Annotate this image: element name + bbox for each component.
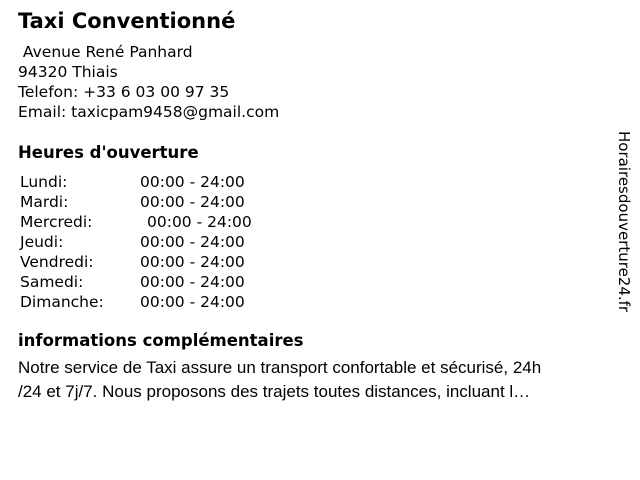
hours-row-wednesday [20,212,252,232]
opening-hours-heading: Heures d'ouverture [18,143,199,162]
opening-hours-table [20,172,252,312]
day-label: Dimanche: [20,293,104,311]
time-value: 00:00 - 24:00 [140,253,245,271]
time-value: 00:00 - 24:00 [140,273,245,291]
day-label: Vendredi: [20,253,94,271]
email-line: Email: taxicpam9458@gmail.com [18,103,280,121]
day-label: Jeudi: [20,233,64,251]
address-street-line: Avenue René Panhard [18,43,193,61]
hours-row-thursday [20,232,252,252]
hours-row-saturday [20,272,252,292]
hours-row-tuesday [20,192,252,212]
day-label: Mardi: [20,193,69,211]
additional-info-paragraph [18,356,636,404]
day-label: Samedi: [20,273,84,291]
site-watermark-vertical: Horairesdouverture24.fr [615,131,633,313]
time-value: 00:00 - 24:00 [140,233,245,251]
address-city-line: 94320 Thiais [18,63,118,81]
time-value: 00:00 - 24:00 [140,193,245,211]
day-label: Mercredi: [20,213,93,231]
day-label: Lundi: [20,173,68,191]
time-value: 00:00 - 24:00 [147,213,252,231]
additional-info-heading: informations complémentaires [18,331,304,350]
hours-row-friday [20,252,252,272]
info-paragraph-line: /24 et 7j/7. Nous proposons des trajets toutes distances, incluant l… [18,382,531,401]
hours-row-monday [20,172,252,192]
time-value: 00:00 - 24:00 [140,293,245,311]
contact-block [18,42,279,122]
time-value: 00:00 - 24:00 [140,173,245,191]
business-name-title: Taxi Conventionné [18,9,236,33]
info-paragraph-line: Notre service de Taxi assure un transport confortable et sécurisé, 24h [18,358,542,377]
hours-row-sunday [20,292,252,312]
phone-line: Telefon: +33 6 03 00 97 35 [18,83,230,101]
